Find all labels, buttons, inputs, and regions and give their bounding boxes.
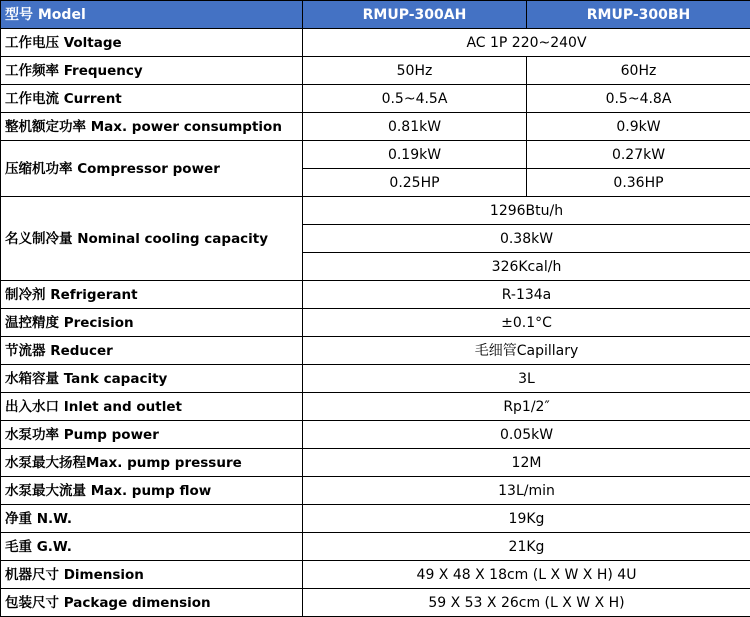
refrigerant-label: 制冷剂 Refrigerant: [1, 281, 303, 309]
row-nw: [1, 505, 750, 533]
compressor-hp-a: 0.25HP: [303, 169, 527, 197]
header-model-a: RMUP-300AH: [303, 1, 527, 29]
frequency-label: 工作频率 Frequency: [1, 57, 303, 85]
pump-pressure-label: 水泵最大扬程Max. pump pressure: [1, 449, 303, 477]
compressor-hp-b: 0.36HP: [527, 169, 750, 197]
header-model-label: 型号 Model: [1, 1, 303, 29]
tank-value: 3L: [303, 365, 750, 393]
cooling-btu: 1296Btu/h: [303, 197, 750, 225]
pump-flow-value: 13L/min: [303, 477, 750, 505]
frequency-value-b: 60Hz: [527, 57, 750, 85]
max-power-value-b: 0.9kW: [527, 113, 750, 141]
precision-label: 温控精度 Precision: [1, 309, 303, 337]
pump-pressure-value: 12M: [303, 449, 750, 477]
row-pump-pressure: [1, 449, 750, 477]
compressor-kw-a: 0.19kW: [303, 141, 527, 169]
gw-label: 毛重 G.W.: [1, 533, 303, 561]
row-reducer: [1, 337, 750, 365]
header-row: [1, 1, 750, 29]
row-current: [1, 85, 750, 113]
row-cooling-1: [1, 197, 750, 225]
refrigerant-value: R-134a: [303, 281, 750, 309]
current-value-b: 0.5~4.8A: [527, 85, 750, 113]
voltage-value: AC 1P 220~240V: [303, 29, 750, 57]
row-tank: [1, 365, 750, 393]
inlet-value: Rp1/2″: [303, 393, 750, 421]
row-refrigerant: [1, 281, 750, 309]
reducer-value: 毛细管Capillary: [303, 337, 750, 365]
max-power-label: 整机额定功率 Max. power consumption: [1, 113, 303, 141]
pump-power-label: 水泵功率 Pump power: [1, 421, 303, 449]
max-power-value-a: 0.81kW: [303, 113, 527, 141]
package-label: 包装尺寸 Package dimension: [1, 589, 303, 617]
row-frequency: [1, 57, 750, 85]
nw-value: 19Kg: [303, 505, 750, 533]
tank-label: 水箱容量 Tank capacity: [1, 365, 303, 393]
cooling-kcal: 326Kcal/h: [303, 253, 750, 281]
dimension-value: 49 X 48 X 18cm (L X W X H) 4U: [303, 561, 750, 589]
cooling-label: 名义制冷量 Nominal cooling capacity: [1, 197, 303, 281]
nw-label: 净重 N.W.: [1, 505, 303, 533]
cooling-kw: 0.38kW: [303, 225, 750, 253]
pump-power-value: 0.05kW: [303, 421, 750, 449]
row-max-power: [1, 113, 750, 141]
row-pump-power: [1, 421, 750, 449]
row-package: [1, 589, 750, 617]
row-voltage: [1, 29, 750, 57]
package-value: 59 X 53 X 26cm (L X W X H): [303, 589, 750, 617]
frequency-value-a: 50Hz: [303, 57, 527, 85]
row-precision: [1, 309, 750, 337]
dimension-label: 机器尺寸 Dimension: [1, 561, 303, 589]
compressor-kw-b: 0.27kW: [527, 141, 750, 169]
precision-value: ±0.1°C: [303, 309, 750, 337]
compressor-label: 压缩机功率 Compressor power: [1, 141, 303, 197]
row-gw: [1, 533, 750, 561]
voltage-label: 工作电压 Voltage: [1, 29, 303, 57]
row-inlet: [1, 393, 750, 421]
gw-value: 21Kg: [303, 533, 750, 561]
row-dimension: [1, 561, 750, 589]
pump-flow-label: 水泵最大流量 Max. pump flow: [1, 477, 303, 505]
current-value-a: 0.5~4.5A: [303, 85, 527, 113]
reducer-label: 节流器 Reducer: [1, 337, 303, 365]
header-model-b: RMUP-300BH: [527, 1, 750, 29]
row-pump-flow: [1, 477, 750, 505]
current-label: 工作电流 Current: [1, 85, 303, 113]
row-compressor-1: [1, 141, 750, 169]
inlet-label: 出入水口 Inlet and outlet: [1, 393, 303, 421]
